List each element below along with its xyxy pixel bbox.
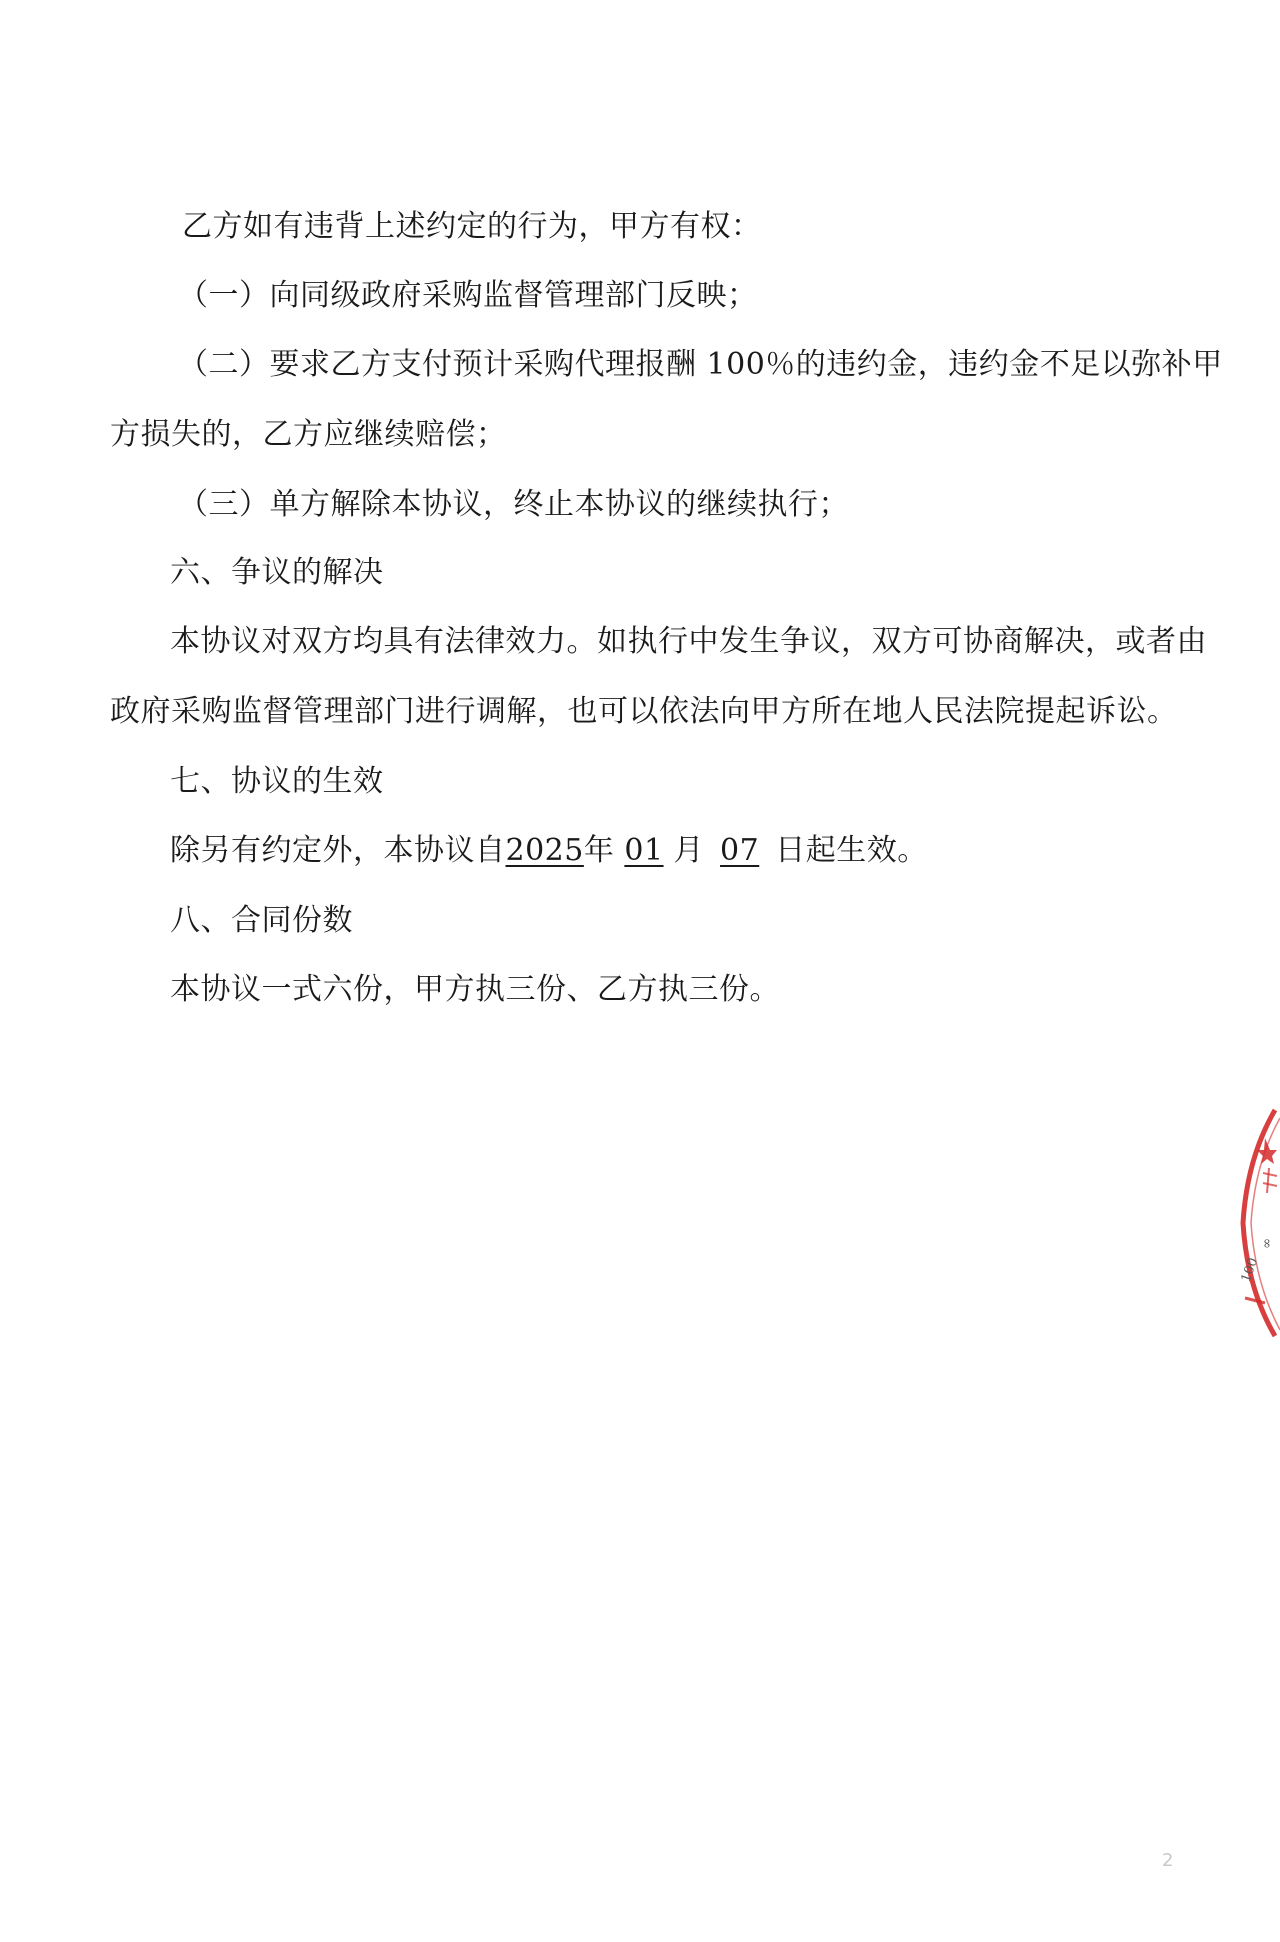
section6-heading: 六、争议的解决	[170, 555, 384, 590]
effective-year: 2025	[505, 833, 584, 868]
clause5-item1: （一）向同级政府采购监督管理部门反映；	[178, 278, 758, 313]
effective-month-unit: 月	[673, 833, 705, 868]
effective-suffix: 日起生效。	[775, 833, 928, 868]
seal-graphic	[1235, 1098, 1280, 1348]
section8-heading: 八、合同份数	[170, 903, 353, 938]
svg-text:∞: ∞	[1259, 1238, 1274, 1249]
effective-month: 01	[624, 833, 664, 868]
section7-heading: 七、协议的生效	[170, 764, 384, 799]
clause5-item3: （三）单方解除本协议，终止本协议的继续执行；	[178, 487, 849, 522]
page-number: 2	[1162, 1850, 1174, 1871]
section8-body: 本协议一式六份，甲方执三份、乙方执三份。	[170, 972, 780, 1007]
svg-text:100: 100	[1238, 1255, 1262, 1285]
clause5-item2-line1: （二）要求乙方支付预计采购代理报酬 100％的违约金，违约金不足以弥补甲	[178, 347, 1223, 382]
section6-body-line2: 政府采购监督管理部门进行调解，也可以依法向甲方所在地人民法院提起诉讼。	[110, 694, 1178, 729]
clause5-item2-line2: 方损失的，乙方应继续赔偿；	[110, 417, 507, 452]
clause5-intro: 乙方如有违背上述约定的行为，甲方有权：	[182, 209, 762, 244]
section7-body	[170, 831, 928, 871]
effective-prefix: 除另有约定外，本协议自	[170, 833, 506, 868]
effective-year-unit: 年	[583, 833, 615, 868]
section6-body-line1: 本协议对双方均具有法律效力。如执行中发生争议，双方可协商解决，或者由	[170, 624, 1207, 659]
effective-day: 07	[720, 833, 760, 868]
official-seal-stamp	[1235, 1098, 1280, 1348]
